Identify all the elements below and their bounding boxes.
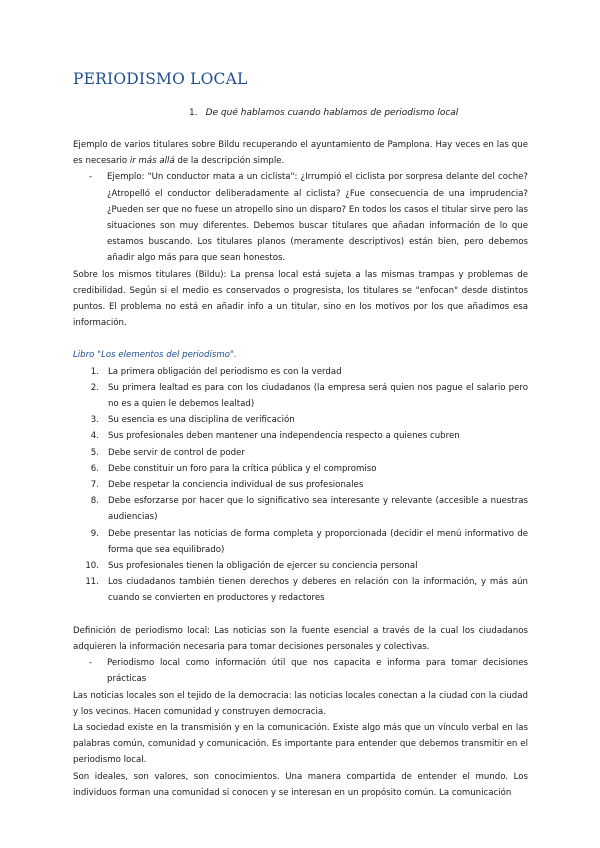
elements-list [73,364,528,607]
list-item-number: 7. [90,480,99,491]
list-item [73,412,528,428]
intro-text-after: de la descripción simple. [174,156,285,167]
list-item [73,493,528,525]
list-item-number: 4. [90,431,99,442]
section-heading [189,108,458,118]
definition-paragraph: Definición de periodismo local: Las noticias son la fuente esencial a través de la cual los ciudadanos adquieren la información necesaria para tomar decisiones personales y colectivas. [73,625,528,652]
list-item [73,428,528,444]
list-item-number: 11. [85,577,99,588]
intro-emphasis: ir más allá [129,156,175,167]
section-number: 1. [189,108,198,118]
bullet-mark: - [89,172,93,183]
list-item-number: 3. [90,415,99,426]
list-item-text: Sus profesionales tienen la obligación de ejercer su conciencia personal [108,561,418,572]
example-bullet-text: Ejemplo: "Un conductor mata a un ciclista": ¿Irrumpió el ciclista por sorpresa delante del coche? ¿Atropelló el conductor deliberadamente al ciclista? ¿Fue consecuencia de una imprudencia? ¿Pueden ser que no fuese un atropello sino un disparo? En todos los casos el titular sirve pero las situaciones son muy diferentes. Debemos buscar titulares que añadan información de lo que estamos buscando. Los titulares planos (meramente descriptivos) están bien, pero debemos añadir algo más para que sean honestos. [107,172,528,264]
same-headlines-paragraph: Sobre los mismos titulares (Bildu): La prensa local está sujeta a las mismas trampas y problemas de credibilidad. Según si el medio es conservados o progresista, los titulares se "enfocan" desde distintos puntos. El problema no está en añadir info a un titular, sino en los motivos por los que añadimos esa información. [73,269,528,329]
list-item-number: 8. [90,496,99,507]
list-item-text: Su esencia es una disciplina de verificación [108,415,295,426]
list-item-text: Debe servir de control de poder [108,447,245,458]
list-item-text: Su primera lealtad es para con los ciudadanos (la empresa será quien nos pague el salario pero no es a quien le debemos lealtad) [108,382,528,410]
list-item [73,526,528,558]
list-item-number: 5. [90,447,99,458]
list-item [73,477,528,493]
tejido-paragraph: Las noticias locales son el tejido de la democracia: las noticias locales conectan a la ciudad con la ciudad y los vecinos. Hacen comunidad y construyen democracia. [73,690,528,717]
list-item-text: Debe respetar la conciencia individual de sus profesionales [108,480,364,491]
list-item-text: La primera obligación del periodismo es con la verdad [108,366,342,377]
example-bullet [73,169,528,266]
list-item [73,558,528,574]
book-title: Libro "Los elementos del periodismo". [73,350,237,361]
list-item-number: 2. [90,382,99,393]
bullet-mark: - [89,658,93,669]
definition-bullet-text: Periodismo local como información útil que nos capacita e informa para tomar decisiones prácticas [107,658,528,685]
list-item [73,445,528,461]
intro-paragraph [73,137,528,169]
list-item-text: Debe presentar las noticias de forma completa y proporcionada (decidir el menú informativo de forma que sea equilibrado) [108,528,528,555]
intro-text-before: Ejemplo de varios titulares sobre Bildu recuperando el ayuntamiento de Pamplona. Hay veces en las que es necesario [73,140,528,167]
list-item-number: 6. [90,463,99,474]
list-item [73,461,528,477]
definition-bullet [73,655,528,687]
list-item-number: 1. [90,366,99,377]
sociedad-paragraph: La sociedad existe en la transmisión y en la comunicación. Existe algo más que un vínculo verbal en las palabras común, comunidad y comunicación. Es importante para entender que debemos transmitir en el periodismo local. [73,722,528,766]
page-title: PERIODISMO LOCAL [73,70,248,88]
ideales-paragraph: Son ideales, son valores, son conocimientos. Una manera compartida de entender el mundo. Los individuos forman una comunidad si conocen y se interesan en un propósito común. La comunicación [73,771,528,798]
list-item-text: Sus profesionales deben mantener una independencia respecto a quienes cubren [108,431,460,442]
section-heading-text: De qué hablamos cuando hablamos de periodismo local [205,108,459,118]
list-item-text: Los ciudadanos también tienen derechos y deberes en relación con la información, y más aún cuando se convierten en productores y redactores [108,577,528,604]
list-item-number: 9. [90,528,99,539]
body-text [73,137,528,801]
list-item-text: Debe esforzarse por hacer que lo significativo sea interesante y relevante (accesible a nuestras audiencias) [108,496,528,523]
list-item-text: Debe constituir un foro para la crítica pública y el compromiso [108,463,377,474]
list-item [73,380,528,412]
list-item [73,574,528,606]
list-item [73,364,528,380]
list-item-number: 10. [85,561,99,572]
